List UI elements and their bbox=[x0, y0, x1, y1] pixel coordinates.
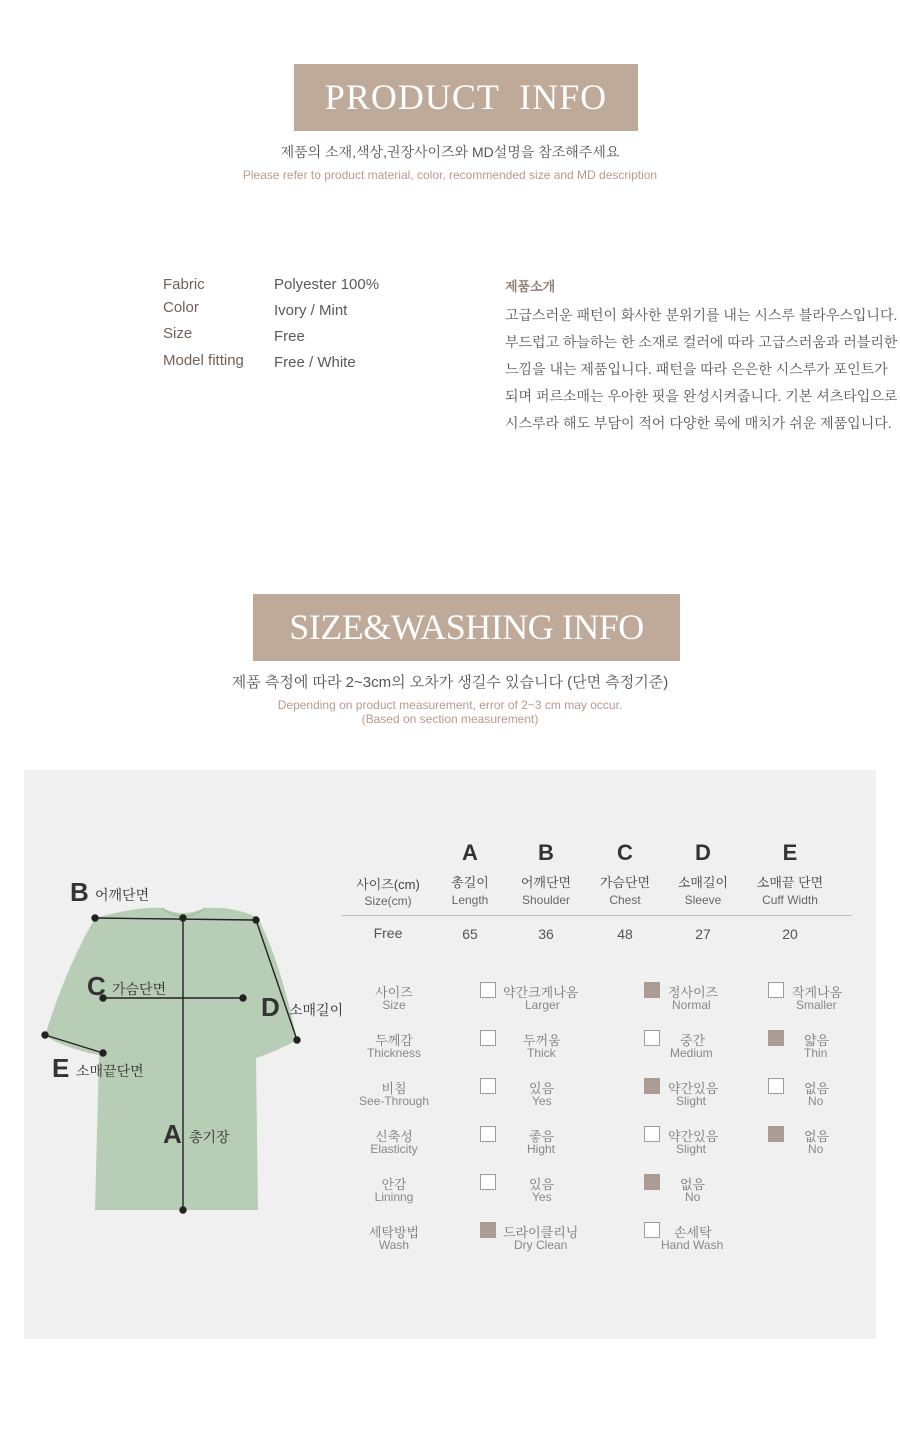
column-ko-length: 총길이 bbox=[451, 875, 489, 890]
checkbox-size-larger[interactable] bbox=[480, 982, 496, 998]
checkbox-elasticity-slight[interactable] bbox=[644, 1126, 660, 1142]
product-info-banner: PRODUCT INFO bbox=[294, 64, 638, 131]
product-intro-line: 되며 퍼르소매는 우아한 핏을 완성시켜줍니다. 기본 셔츠타입으로 bbox=[505, 388, 898, 404]
checkbox-elasticity-no[interactable] bbox=[768, 1126, 784, 1142]
diagram-letter-e: E bbox=[52, 1053, 70, 1083]
option-size-larger: 약간크게나옴 bbox=[503, 985, 579, 1000]
checkbox-lining-no[interactable] bbox=[644, 1174, 660, 1190]
attr-label-thickness-en: Thickness bbox=[366, 1046, 422, 1060]
option-elasticity-high: 좋음 bbox=[529, 1129, 555, 1144]
spec-value-color: Ivory / Mint bbox=[274, 302, 348, 319]
size-header-ko: 사이즈(cm) bbox=[356, 877, 420, 892]
spec-label-model-fitting: Model fitting bbox=[163, 352, 244, 369]
option-see-through-no: 없음 bbox=[804, 1081, 830, 1096]
product-info-subtitle-ko: 제품의 소재,색상,권장사이즈와 MD설명을 참조해주세요 bbox=[280, 144, 620, 160]
attr-label-size-en: Size bbox=[382, 998, 406, 1012]
column-en-chest: Chest bbox=[609, 893, 641, 907]
product-intro-title: 제품소개 bbox=[505, 279, 556, 294]
size-info-subtitle-en-2: (Based on section measurement) bbox=[361, 712, 539, 726]
product-info-subtitle-en: Please refer to product material, color, recommended size and MD description bbox=[242, 168, 658, 182]
column-en-sleeve: Sleeve bbox=[684, 893, 722, 907]
option-see-through-yes-en: Yes bbox=[532, 1094, 552, 1108]
checkbox-wash-hand-wash[interactable] bbox=[644, 1222, 660, 1238]
option-thickness-thin-en: Thin bbox=[804, 1046, 828, 1060]
option-lining-yes: 있음 bbox=[529, 1177, 555, 1192]
diagram-label-cuff: 소매끝단면 bbox=[76, 1063, 144, 1079]
option-wash-hand-wash: 손세탁 bbox=[674, 1225, 712, 1240]
checkbox-see-through-slight[interactable] bbox=[644, 1078, 660, 1094]
column-ko-shoulder: 어깨단면 bbox=[520, 875, 572, 890]
attr-label-size: 사이즈 bbox=[375, 985, 413, 1000]
size-info-subtitle-en-1: Depending on product measurement, error of 2~3 cm may occur. bbox=[277, 698, 623, 712]
option-thickness-thin: 얇음 bbox=[804, 1033, 830, 1048]
diagram-label-shoulder: 어깨단면 bbox=[95, 887, 150, 903]
checkbox-size-normal[interactable] bbox=[644, 982, 660, 998]
product-intro-line: 고급스러운 패턴이 화사한 분위기를 내는 시스루 블라우스입니다. bbox=[505, 307, 898, 323]
option-see-through-yes: 있음 bbox=[529, 1081, 555, 1096]
attr-label-elasticity: 신축성 bbox=[375, 1129, 413, 1144]
option-wash-dry-clean-en: Dry Clean bbox=[514, 1238, 568, 1252]
checkbox-see-through-no[interactable] bbox=[768, 1078, 784, 1094]
measure-sleeve: 27 bbox=[695, 926, 711, 942]
option-elasticity-high-en: Hight bbox=[527, 1142, 556, 1156]
blouse-shape bbox=[45, 908, 297, 1210]
size-washing-banner: SIZE&WASHING INFO bbox=[253, 594, 680, 661]
option-thickness-thick: 두꺼움 bbox=[523, 1033, 561, 1048]
diagram-label-length: 총기장 bbox=[189, 1129, 230, 1145]
diagram-letter-c: C bbox=[87, 971, 106, 1001]
option-size-normal-en: Normal bbox=[672, 998, 711, 1012]
column-letter-b: B bbox=[538, 840, 554, 865]
option-elasticity-no: 없음 bbox=[804, 1129, 830, 1144]
attr-label-see-through: 비침 bbox=[381, 1081, 407, 1096]
size-value-free: Free bbox=[373, 925, 403, 941]
option-size-normal: 정사이즈 bbox=[668, 985, 719, 1000]
spec-label-color: Color bbox=[163, 299, 199, 316]
option-lining-no: 없음 bbox=[680, 1177, 706, 1192]
measure-length: 65 bbox=[462, 926, 478, 942]
diagram-letter-d: D bbox=[261, 992, 280, 1022]
checkbox-thickness-thick[interactable] bbox=[480, 1030, 496, 1046]
attr-label-lining-en: Lininng bbox=[374, 1190, 414, 1204]
product-intro-line: 시스루라 해도 부담이 적어 다양한 룩에 매치가 쉬운 제품입니다. bbox=[505, 415, 892, 431]
column-letter-e: E bbox=[782, 840, 798, 865]
diagram-letter-a: A bbox=[163, 1119, 182, 1149]
column-ko-chest: 가슴단면 bbox=[599, 875, 651, 890]
size-header-en: Size(cm) bbox=[364, 894, 412, 908]
option-thickness-thick-en: Thick bbox=[527, 1046, 556, 1060]
option-size-smaller-en: Smaller bbox=[796, 998, 837, 1012]
column-en-length: Length bbox=[451, 893, 489, 907]
attr-label-lining: 안감 bbox=[381, 1177, 407, 1192]
checkbox-elasticity-high[interactable] bbox=[480, 1126, 496, 1142]
checkbox-lining-yes[interactable] bbox=[480, 1174, 496, 1190]
measure-shoulder: 36 bbox=[538, 926, 554, 942]
attr-label-elasticity-en: Elasticity bbox=[370, 1142, 418, 1156]
option-wash-dry-clean: 드라이클리닝 bbox=[503, 1225, 579, 1240]
spec-value-model-fitting: Free / White bbox=[274, 354, 356, 371]
spec-value-size: Free bbox=[274, 328, 305, 345]
spec-label-fabric: Fabric bbox=[163, 276, 205, 293]
option-elasticity-slight-en: Slight bbox=[676, 1142, 707, 1156]
checkbox-thickness-medium[interactable] bbox=[644, 1030, 660, 1046]
column-letter-c: C bbox=[617, 840, 633, 865]
attr-label-thickness: 두께감 bbox=[375, 1033, 413, 1048]
option-lining-no-en: No bbox=[685, 1190, 701, 1204]
spec-value-fabric: Polyester 100% bbox=[274, 276, 380, 293]
option-wash-hand-wash-en: Hand Wash bbox=[661, 1238, 724, 1252]
spec-label-size: Size bbox=[163, 325, 193, 342]
option-thickness-medium-en: Medium bbox=[670, 1046, 713, 1060]
column-letter-d: D bbox=[695, 840, 711, 865]
option-see-through-no-en: No bbox=[808, 1094, 824, 1108]
option-see-through-slight-en: Slight bbox=[676, 1094, 707, 1108]
attr-label-see-through-en: See-Through bbox=[358, 1094, 430, 1108]
column-en-shoulder: Shoulder bbox=[521, 893, 571, 907]
attr-label-wash: 세탁방법 bbox=[368, 1225, 420, 1240]
column-ko-cuff: 소매끝 단면 bbox=[756, 875, 824, 890]
diagram-label-chest: 가슴단면 bbox=[112, 981, 167, 997]
option-elasticity-no-en: No bbox=[808, 1142, 824, 1156]
option-size-larger-en: Larger bbox=[525, 998, 560, 1012]
checkbox-thickness-thin[interactable] bbox=[768, 1030, 784, 1046]
measure-chest: 48 bbox=[617, 926, 633, 942]
product-intro-line: 부드럽고 하늘하는 한 소재로 컬러에 따라 고급스러움과 러블리한 bbox=[505, 334, 898, 350]
column-en-cuff: Cuff Width bbox=[762, 893, 818, 907]
option-elasticity-slight: 약간있음 bbox=[668, 1129, 719, 1144]
column-ko-sleeve: 소매길이 bbox=[677, 875, 729, 890]
attr-label-wash-en: Wash bbox=[378, 1238, 410, 1252]
diagram-label-sleeve: 소매길이 bbox=[289, 1002, 344, 1018]
option-size-smaller: 작게나옴 bbox=[792, 985, 843, 1000]
size-info-subtitle-ko: 제품 측정에 따라 2~3cm의 오차가 생길수 있습니다 (단면 측정기준) bbox=[231, 674, 669, 691]
diagram-letter-b: B bbox=[70, 877, 89, 907]
checkbox-size-smaller[interactable] bbox=[768, 982, 784, 998]
option-see-through-slight: 약간있음 bbox=[668, 1081, 719, 1096]
table-divider bbox=[342, 915, 852, 916]
checkbox-see-through-yes[interactable] bbox=[480, 1078, 496, 1094]
option-lining-yes-en: Yes bbox=[532, 1190, 552, 1204]
column-letter-a: A bbox=[462, 840, 478, 865]
product-intro-line: 느낌을 내는 제품입니다. 패턴을 따라 은은한 시스루가 포인트가 bbox=[505, 361, 888, 377]
checkbox-wash-dry-clean[interactable] bbox=[480, 1222, 496, 1238]
measure-cuff: 20 bbox=[782, 926, 798, 942]
option-thickness-medium: 중간 bbox=[680, 1033, 706, 1048]
